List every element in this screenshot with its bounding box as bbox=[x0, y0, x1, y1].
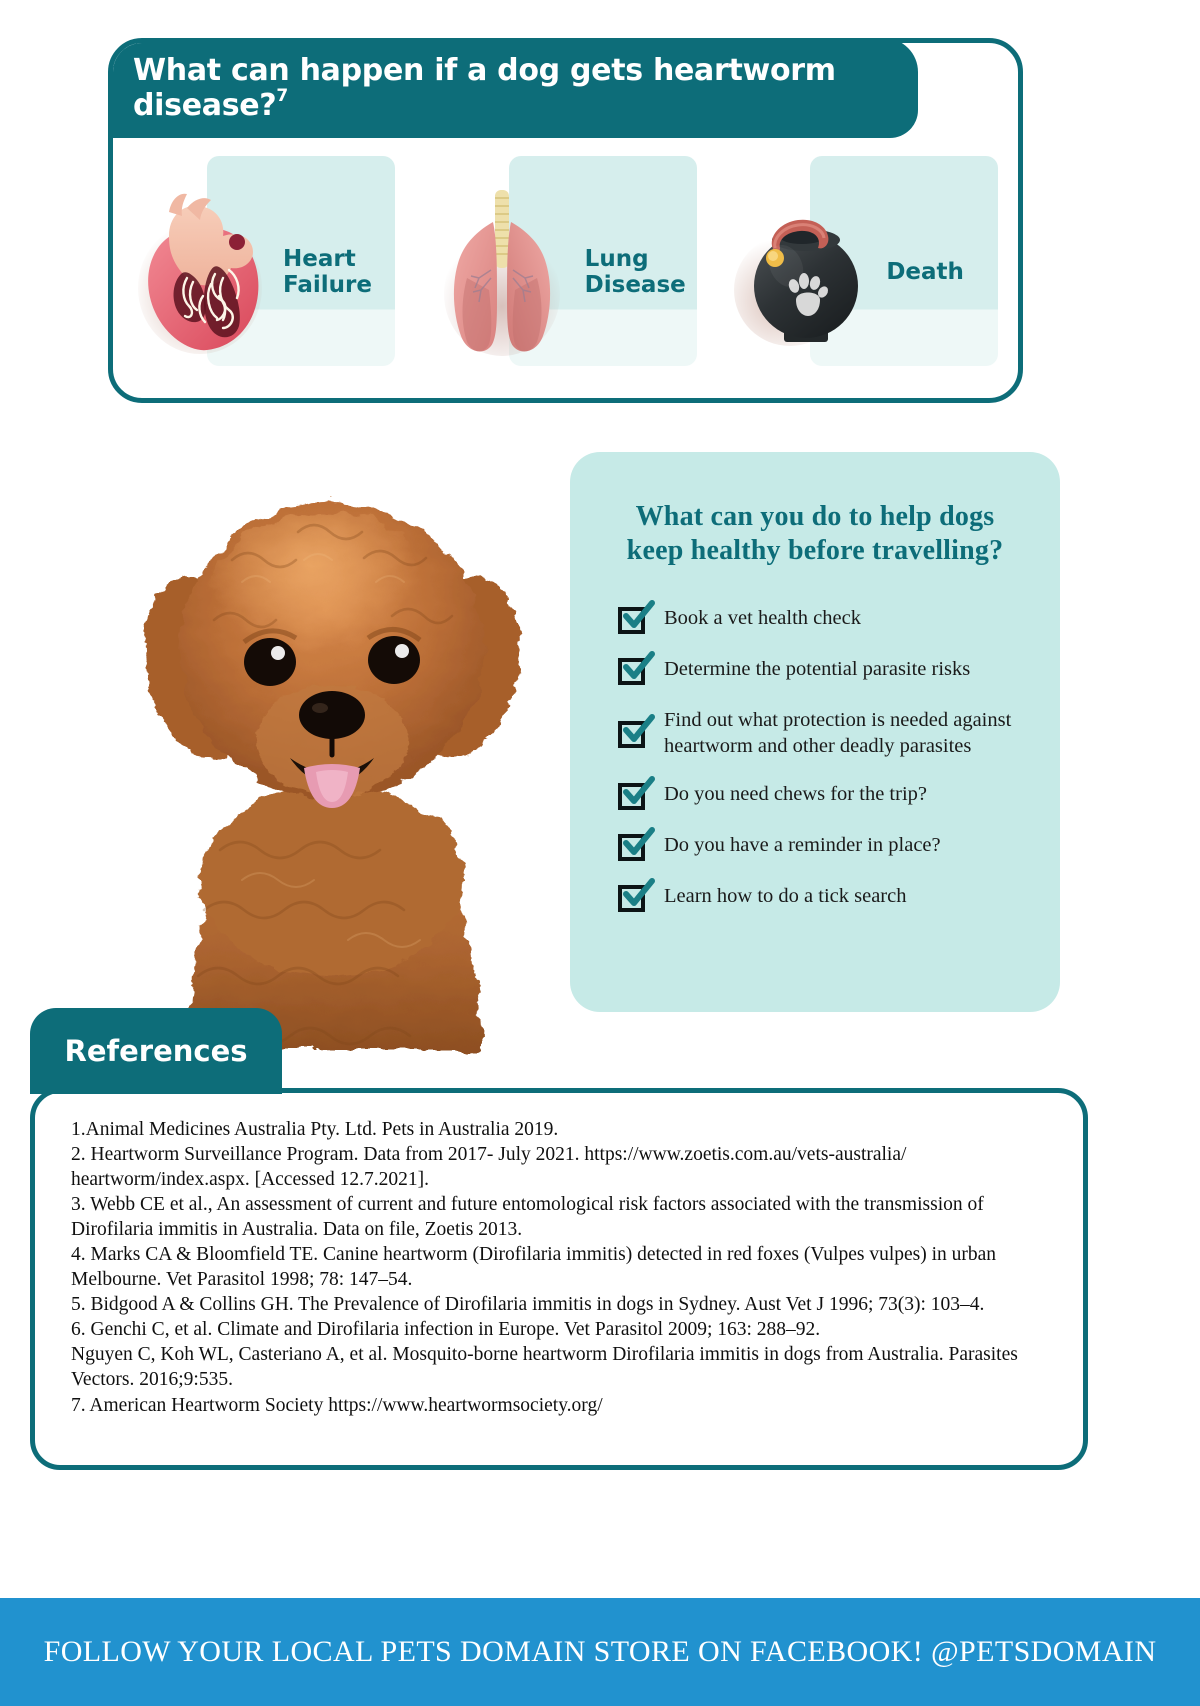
checklist-item[interactable] bbox=[604, 653, 1026, 685]
top-card-header bbox=[108, 38, 918, 138]
label-line-2: Failure bbox=[283, 272, 372, 298]
checkbox-checked-icon[interactable] bbox=[618, 882, 648, 912]
checklist-item[interactable] bbox=[604, 829, 1026, 861]
page-title-superscript: 7 bbox=[276, 86, 288, 106]
checklist-item-label: Book a vet health check bbox=[664, 607, 861, 630]
checklist-item-label: Learn how to do a tick search bbox=[664, 885, 907, 908]
reference-entry: 2. Heartworm Surveillance Program. Data from 2017- July 2021. https://www.zoetis.com.au/vets-australia/ heartworm/index.aspx. [Accessed 12.7.2021]. bbox=[71, 1144, 907, 1191]
reference-entry: 4. Marks CA & Bloomfield TE. Canine heartworm (Dirofilaria immitis) detected in red foxes (Vulpes vulpes) in urban Melbourne. Vet Parasitol 1998; 78: 147–54. bbox=[71, 1244, 997, 1291]
references-tab-label: References bbox=[64, 1034, 248, 1068]
references-tab bbox=[30, 1008, 282, 1094]
references-box bbox=[30, 1088, 1088, 1470]
checkbox-checked-icon[interactable] bbox=[618, 780, 648, 810]
checkbox-checked-icon[interactable] bbox=[618, 655, 648, 685]
reference-entry: 7. American Heartworm Society https://www.heartwormsociety.org/ bbox=[71, 1394, 603, 1416]
disease-cards-row bbox=[113, 143, 1018, 403]
page-title bbox=[133, 53, 918, 123]
disease-card-label-lung-disease bbox=[585, 247, 686, 299]
travel-checklist-panel bbox=[570, 452, 1060, 1012]
checkbox-checked-icon[interactable] bbox=[618, 718, 648, 748]
footer-text: FOLLOW YOUR LOCAL PETS DOMAIN STORE ON FACEBOOK! @PETSDOMAIN bbox=[43, 1635, 1157, 1668]
label-line-2: Disease bbox=[584, 272, 686, 298]
page-title-text: What can happen if a dog gets heartworm disease? bbox=[133, 53, 836, 123]
disease-card-heart-failure bbox=[119, 151, 409, 395]
puppy-photo bbox=[92, 410, 572, 1070]
reference-entry: 1.Animal Medicines Australia Pty. Ltd. Pets in Australia 2019. bbox=[71, 1119, 559, 1140]
lungs-icon bbox=[427, 178, 577, 368]
label-line-1: Death bbox=[886, 259, 964, 286]
checklist-title: What can you do to help dogs keep healthy before travelling? bbox=[626, 501, 1004, 567]
checkbox-checked-icon[interactable] bbox=[618, 831, 648, 861]
references-text bbox=[71, 1117, 1056, 1418]
label-line-1: Lung bbox=[584, 246, 649, 273]
disease-card-death bbox=[722, 151, 1012, 395]
checklist-item-label: Do you have a reminder in place? bbox=[664, 834, 941, 857]
checklist-item[interactable] bbox=[604, 602, 1026, 634]
checklist-item[interactable] bbox=[604, 880, 1026, 912]
checkbox-checked-icon[interactable] bbox=[618, 604, 648, 634]
checklist-item-label: Do you need chews for the trip? bbox=[664, 783, 927, 806]
reference-entry: 6. Genchi C, et al. Climate and Dirofilaria infection in Europe. Vet Parasitol 2009; 163: 288–92. bbox=[71, 1319, 821, 1341]
disease-card-label-heart-failure bbox=[283, 247, 372, 299]
label-line-1: Heart bbox=[283, 246, 356, 273]
disease-card-label-death bbox=[886, 260, 964, 286]
heartworm-consequences-card bbox=[108, 38, 1023, 403]
disease-card-lung-disease bbox=[421, 151, 711, 395]
checklist-item-label: Find out what protection is needed against heartworm and other deadly parasites bbox=[664, 709, 1012, 758]
checklist-item-label: Determine the potential parasite risks bbox=[664, 658, 971, 681]
footer-banner bbox=[0, 1598, 1200, 1706]
checklist-item[interactable] bbox=[604, 704, 1026, 759]
checklist-item[interactable] bbox=[604, 778, 1026, 810]
reference-entry: 5. Bidgood A & Collins GH. The Prevalence of Dirofilaria immitis in dogs in Sydney. Aust Vet J 1996; 73(3): 103–4. bbox=[71, 1294, 985, 1316]
heart-with-worms-icon bbox=[125, 178, 275, 368]
reference-entry: 3. Webb CE et al., An assessment of current and future entomological risk factors associated with the transmission of Dirofilaria immitis in Australia. Data on file, Zoetis 2013. bbox=[71, 1194, 984, 1241]
pet-urn-icon bbox=[728, 178, 878, 368]
reference-entry: Nguyen C, Koh WL, Casteriano A, et al. Mosquito-borne heartworm Dirofilaria immitis in dogs from Australia. Parasites Vectors. 2016;9:535. bbox=[71, 1344, 1018, 1391]
